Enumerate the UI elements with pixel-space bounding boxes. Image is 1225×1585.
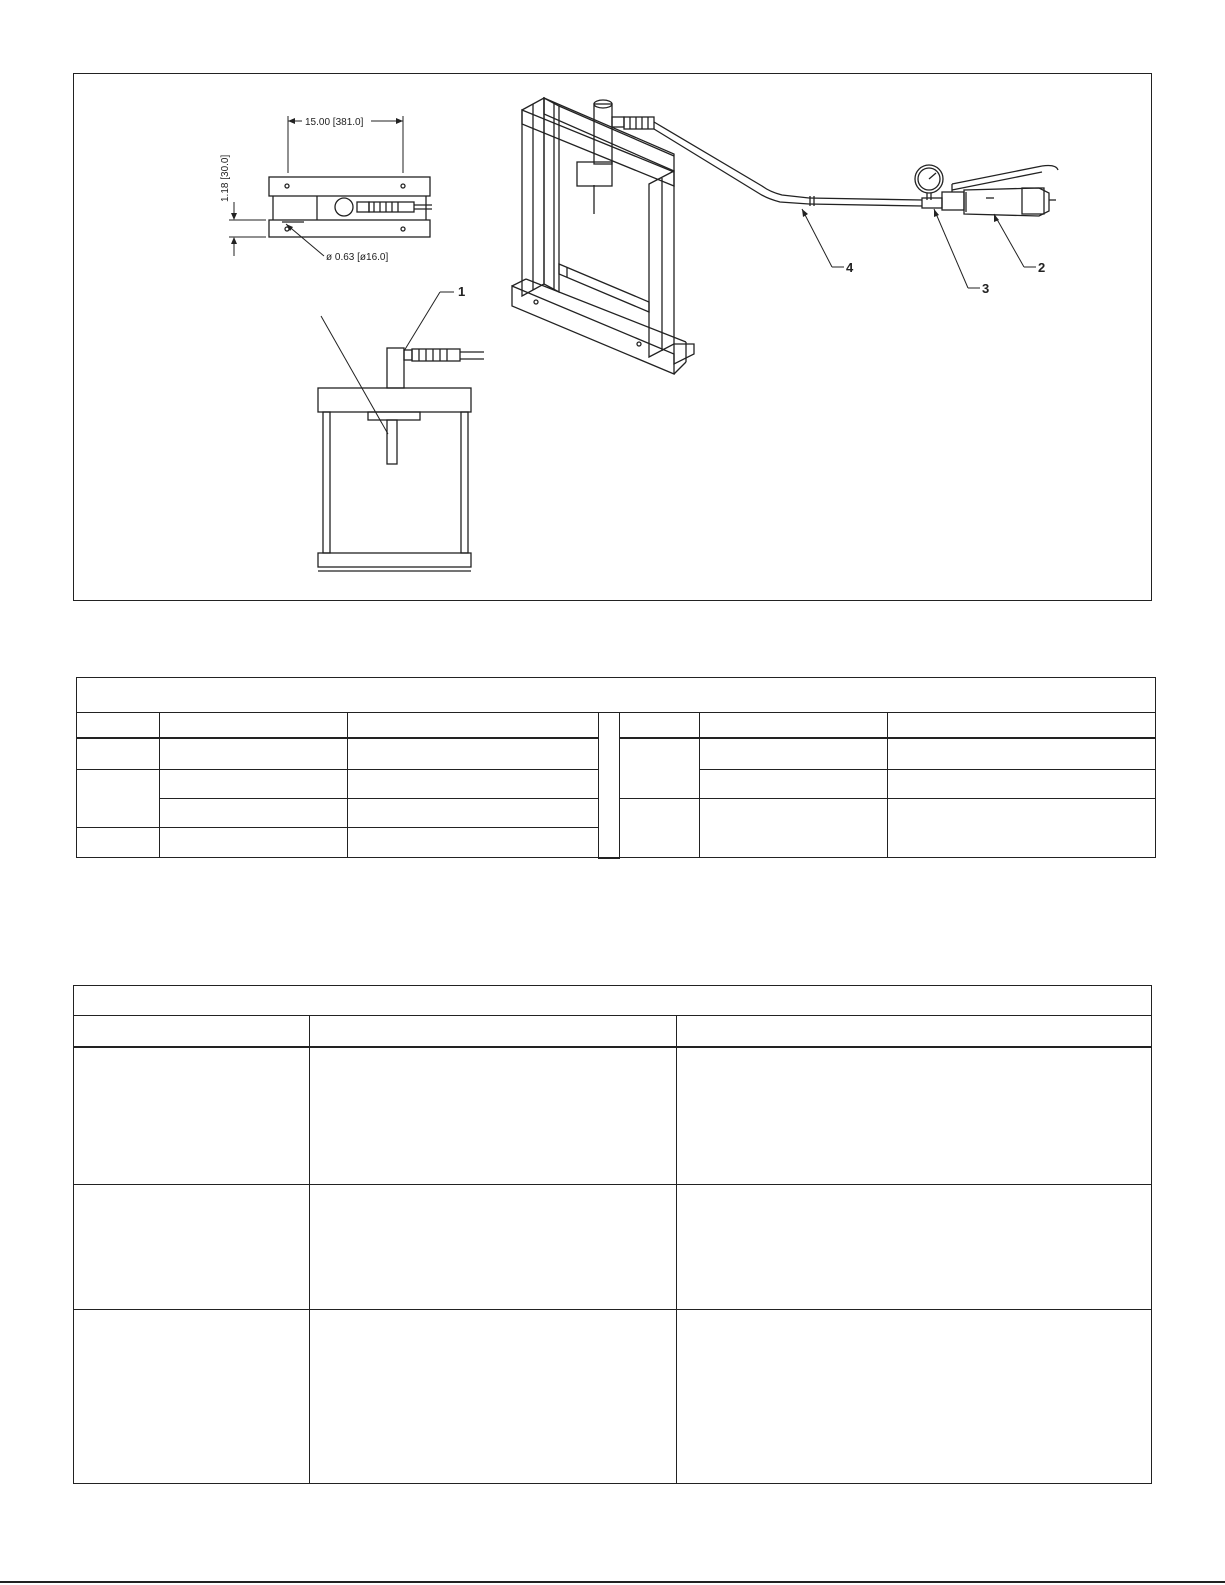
table-cell [77, 738, 160, 770]
table-cell [74, 1310, 310, 1484]
callout-4: 4 [846, 260, 854, 275]
table-cell [677, 1310, 1152, 1484]
callout-leaders [802, 209, 1036, 288]
table-cell [348, 713, 599, 738]
press-assembly-drawing [74, 74, 1153, 602]
table-cell [160, 828, 348, 858]
table-row [74, 1047, 1152, 1185]
troubleshooting-table [73, 985, 1152, 1484]
table-row [74, 1310, 1152, 1484]
table-cell [620, 799, 700, 858]
width-dimension-label: 15.00 [381.0] [305, 117, 364, 128]
troubleshooting-header-row [74, 1016, 1152, 1047]
table-cell [348, 828, 599, 858]
height-dimension-label: 1.18 [30.0] [220, 154, 231, 202]
table-cell [888, 770, 1156, 799]
callout-1: 1 [458, 284, 466, 299]
table-cell [677, 1185, 1152, 1310]
table-cell [160, 770, 348, 799]
table-row [74, 1185, 1152, 1310]
table-cell [77, 713, 160, 738]
top-view-drawing [229, 116, 432, 256]
hand-pump-drawing [942, 166, 1058, 217]
parts-table [76, 677, 1156, 859]
parts-table-title-row [77, 678, 1156, 713]
table-cell [77, 828, 160, 858]
table-cell [310, 1185, 677, 1310]
table-cell [160, 713, 348, 738]
parts-table-title [77, 678, 1156, 713]
table-cell [310, 1047, 677, 1185]
table-cell [888, 713, 1156, 738]
callout-3: 3 [982, 281, 990, 296]
table-cell [888, 799, 1156, 858]
table-cell [348, 799, 599, 828]
table-cell [700, 738, 888, 770]
callout-2: 2 [1038, 260, 1046, 275]
table-cell [677, 1047, 1152, 1185]
figure-frame [73, 73, 1152, 601]
table-cell [74, 1185, 310, 1310]
table-cell [620, 738, 700, 799]
table-cell [348, 738, 599, 770]
hole-dimension-label: ø 0.63 [ø16.0] [326, 252, 389, 263]
table-cell [888, 738, 1156, 770]
table-cell [348, 770, 599, 799]
troubleshooting-table-title [74, 986, 1152, 1016]
parts-table-header-row [77, 713, 1156, 738]
page-bottom-rule [0, 1581, 1225, 1583]
table-cell [74, 1047, 310, 1185]
table-cell [160, 799, 348, 828]
table-cell [77, 770, 160, 828]
table-divider [599, 713, 620, 858]
column-header [74, 1016, 310, 1047]
front-view-drawing [318, 292, 484, 571]
hydraulic-hose-drawing [654, 122, 922, 206]
isometric-press-drawing [512, 98, 694, 374]
table-cell [700, 799, 888, 858]
table-cell [700, 713, 888, 738]
table-cell [620, 713, 700, 738]
column-header [310, 1016, 677, 1047]
table-cell [700, 770, 888, 799]
pressure-gauge-drawing [915, 165, 943, 208]
table-cell [310, 1310, 677, 1484]
table-cell [160, 738, 348, 770]
troubleshooting-title-row [74, 986, 1152, 1016]
column-header [677, 1016, 1152, 1047]
